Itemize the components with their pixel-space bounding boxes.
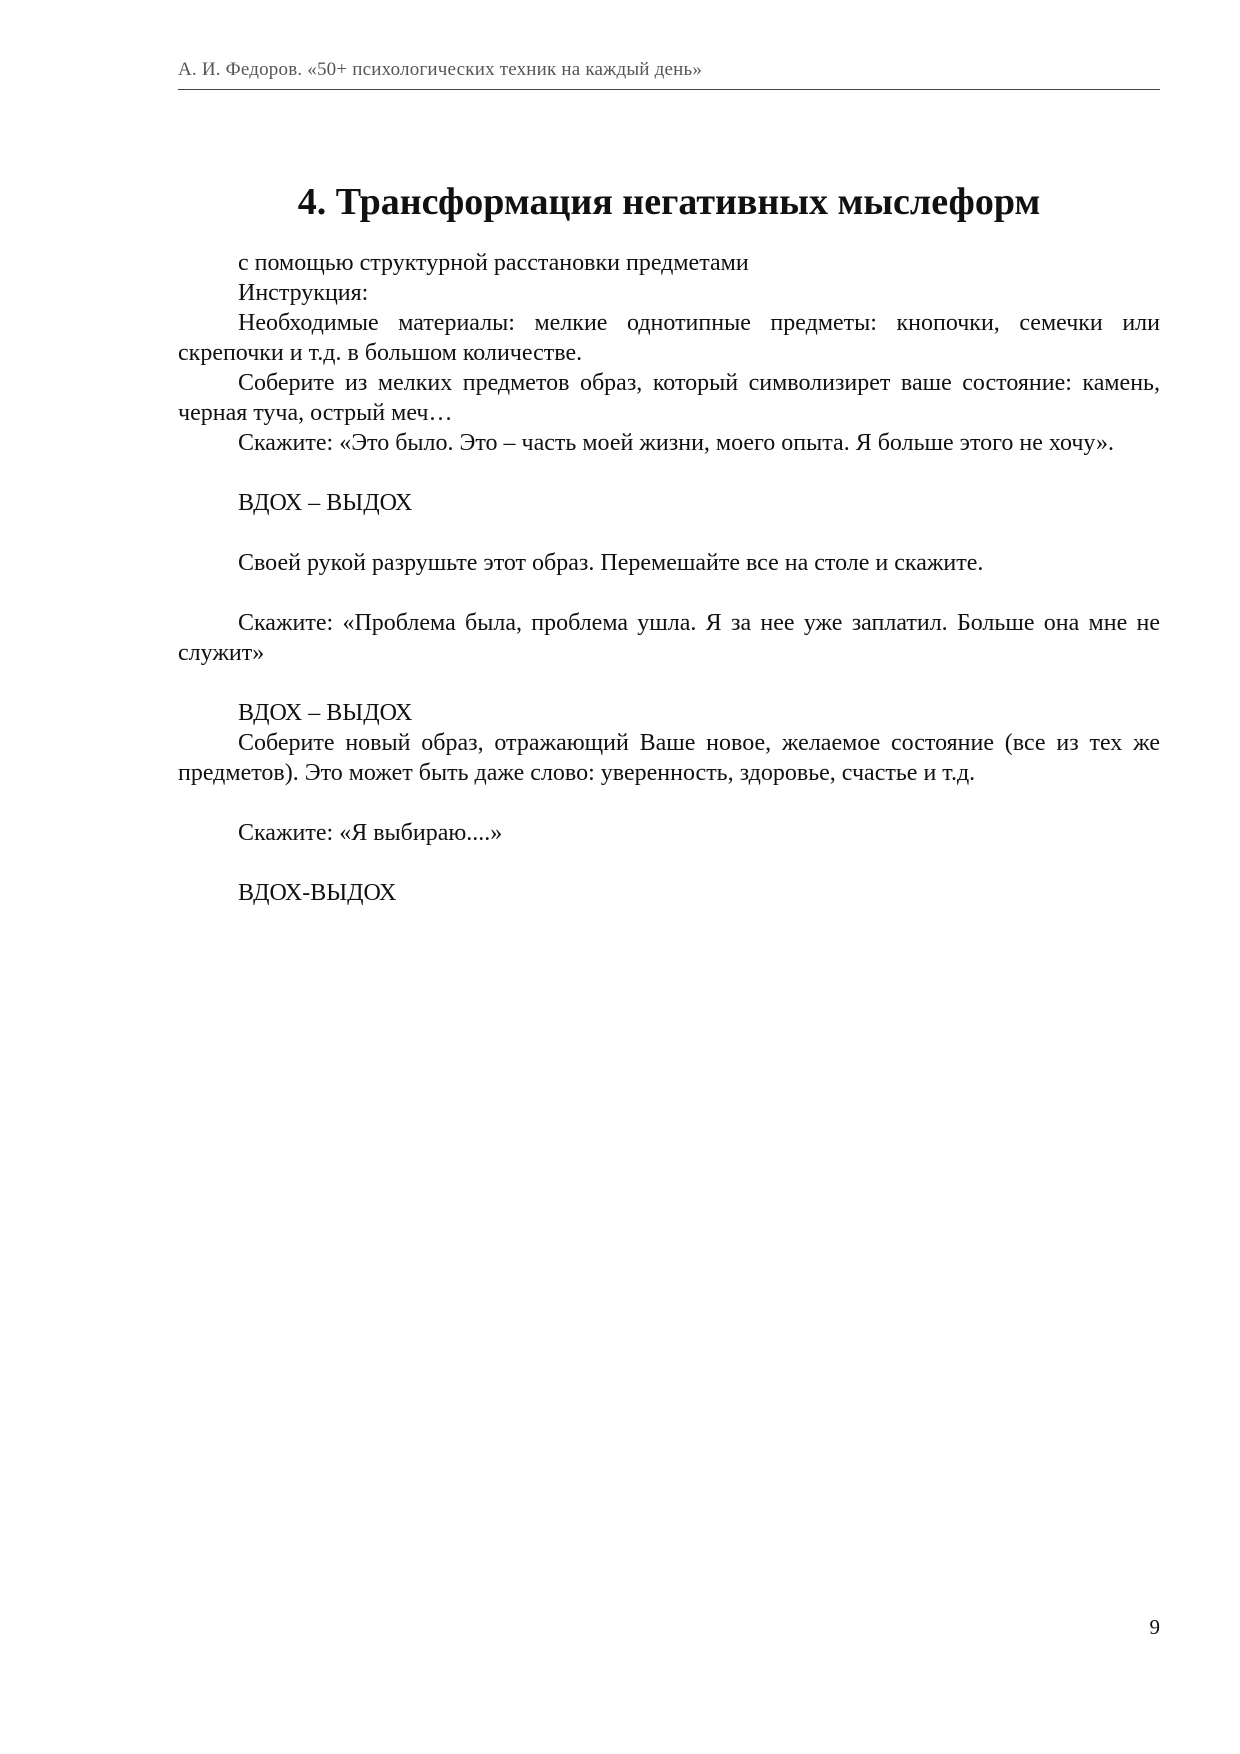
instruction-label: Инструкция: (238, 280, 369, 306)
collect-image-paragraph: Соберите из мелких предметов образ, который символизирет ваше состояние: камень, черная туча, острый меч… (178, 370, 1160, 426)
say-paragraph-2: Скажите: «Проблема была, проблема ушла. Я за нее уже заплатил. Больше она мне не служит» (178, 610, 1160, 666)
running-header: А. И. Федоров. «50+ психологических техник на каждый день» (178, 59, 703, 80)
header-divider (178, 89, 1160, 90)
subtitle-paragraph: с помощью структурной расстановки предметами (238, 250, 749, 276)
breath-line-1: ВДОХ – ВЫДОХ (238, 490, 413, 516)
page-number: 9 (1149, 1615, 1160, 1639)
breath-line-2: ВДОХ – ВЫДОХ (238, 700, 413, 726)
say-paragraph-3: Скажите: «Я выбираю....» (238, 820, 503, 846)
destroy-image-paragraph: Своей рукой разрушьте этот образ. Перемешайте все на столе и скажите. (238, 550, 984, 576)
materials-paragraph: Необходимые материалы: мелкие однотипные предметы: кнопочки, семечки или скрепочки и т.д. в большом количестве. (178, 310, 1160, 366)
say-paragraph-1: Скажите: «Это было. Это – часть моей жизни, моего опыта. Я больше этого не хочу». (238, 430, 1114, 456)
new-image-paragraph: Соберите новый образ, отражающий Ваше новое, желаемое состояние (все из тех же предметов). Это может быть даже слово: уверенность, здоровье, счастье и т.д. (178, 730, 1160, 786)
body-text (178, 248, 1160, 908)
chapter-title: 4. Трансформация негативных мыслеформ (297, 181, 1041, 223)
breath-line-3: ВДОХ-ВЫДОХ (238, 880, 397, 906)
